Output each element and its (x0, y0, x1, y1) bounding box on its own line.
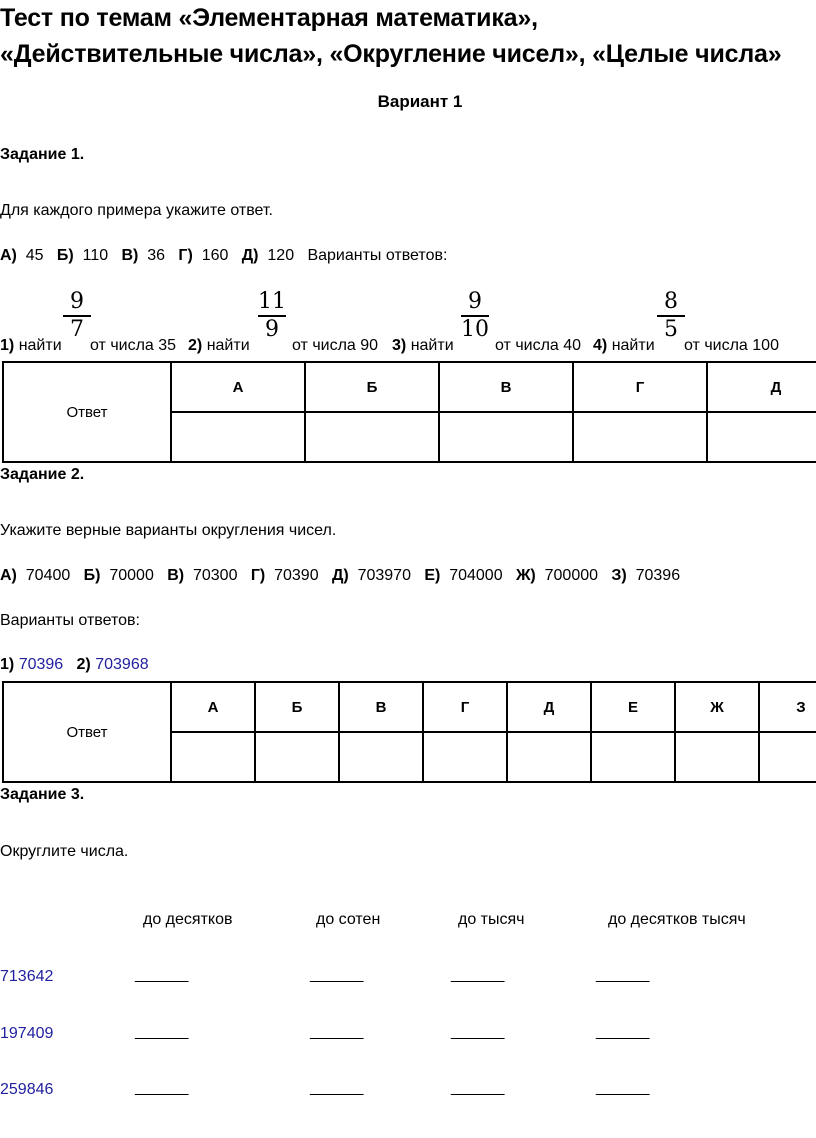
fraction-denominator: 9 (265, 317, 279, 342)
answer-cell-b[interactable] (255, 732, 339, 782)
task2-option-value: 703970 (357, 567, 411, 584)
answer-column-header: В (339, 682, 423, 732)
task1-example-4 (593, 337, 655, 355)
fraction-denominator: 7 (70, 317, 84, 342)
example-label: 1) (0, 337, 15, 354)
task2-option-label: Ж) (515, 567, 536, 584)
answer-row-label: Ответ (3, 682, 171, 782)
answer-blank[interactable]: ______ (135, 1079, 189, 1096)
task2-answer-value: 703968 (95, 656, 149, 673)
fraction-numerator: 9 (468, 289, 482, 314)
answer-cell-g[interactable] (573, 412, 707, 462)
task1-example-3 (392, 337, 454, 355)
fraction-9-10 (461, 290, 489, 342)
answer-column-header: А (171, 362, 305, 412)
task2-option-label: Г) (250, 567, 266, 584)
task1-options-suffix: Варианты ответов: (307, 247, 448, 264)
example-prefix: найти (410, 337, 454, 354)
task3-instruction: Округлите числа. (0, 843, 129, 860)
task2-option-value: 70396 (635, 567, 681, 584)
answer-cell-v[interactable] (339, 732, 423, 782)
answer-blank[interactable]: ______ (596, 1023, 650, 1040)
answer-column-header: Д (707, 362, 816, 412)
task2-option-value: 70300 (192, 567, 238, 584)
example-prefix: найти (206, 337, 250, 354)
task1-heading: Задание 1. (0, 146, 85, 163)
fraction-8-5 (657, 290, 685, 342)
task2-answers-heading: Варианты ответов: (0, 612, 140, 629)
task2-option-value: 70000 (109, 567, 154, 584)
task2-option-value: 700000 (544, 567, 599, 584)
task2-option-value: 704000 (449, 567, 503, 584)
example-label: 3) (392, 337, 407, 354)
task2-option-label: Е) (424, 567, 441, 584)
task1-option-value: 110 (82, 247, 109, 264)
fraction-numerator: 8 (664, 289, 678, 314)
answer-blank[interactable]: ______ (135, 1023, 189, 1040)
task3-column-tens: до десятков (143, 911, 233, 928)
answer-blank[interactable]: ______ (451, 1023, 505, 1040)
task2-option-label: Б) (83, 567, 101, 584)
task3-number: 259846 (0, 1081, 54, 1098)
fraction-11-9 (258, 290, 286, 342)
task2-option-value: 70390 (274, 567, 319, 584)
answer-cell-d[interactable] (707, 412, 816, 462)
fraction-denominator: 10 (461, 317, 489, 342)
fraction-numerator: 11 (258, 289, 286, 314)
task1-option-label: А) (0, 247, 17, 264)
answer-column-header: В (439, 362, 573, 412)
example-label: 4) (593, 337, 608, 354)
answer-column-header: Г (573, 362, 707, 412)
task3-column-ten-thousands: до десятков тысяч (608, 911, 746, 928)
task1-option-value: 120 (267, 247, 295, 264)
example-suffix: от числа 90 (292, 337, 379, 354)
answer-cell-e[interactable] (591, 732, 675, 782)
answer-cell-v[interactable] (439, 412, 573, 462)
answer-cell-zh[interactable] (675, 732, 759, 782)
answer-column-header: З (759, 682, 816, 732)
task3-column-thousands: до тысяч (458, 911, 525, 928)
task3-column-hundreds: до сотен (316, 911, 381, 928)
task2-options (0, 567, 680, 585)
fraction-denominator: 5 (664, 317, 678, 342)
task3-number: 713642 (0, 968, 54, 985)
task1-example-2 (188, 337, 250, 355)
example-suffix: от числа 100 (684, 337, 779, 354)
fraction-9-7 (63, 290, 91, 342)
variant-heading: Вариант 1 (377, 92, 463, 111)
task1-option-label: В) (121, 247, 139, 264)
task2-option-label: А) (0, 567, 17, 584)
answer-cell-b[interactable] (305, 412, 439, 462)
task2-answer-table (2, 681, 816, 783)
answer-cell-a[interactable] (171, 732, 255, 782)
task2-heading: Задание 2. (0, 466, 85, 483)
answer-column-header: Б (305, 362, 439, 412)
task3-heading: Задание 3. (0, 786, 85, 803)
answer-blank[interactable]: ______ (310, 966, 364, 983)
answer-blank[interactable]: ______ (135, 966, 189, 983)
example-prefix: найти (18, 337, 62, 354)
task2-option-value: 70400 (25, 567, 71, 584)
answer-cell-a[interactable] (171, 412, 305, 462)
example-prefix: найти (611, 337, 655, 354)
task2-answer-label: 2) (76, 656, 91, 673)
task2-instruction: Укажите верные варианты округления чисел. (0, 522, 337, 539)
answer-blank[interactable]: ______ (451, 966, 505, 983)
answer-cell-z[interactable] (759, 732, 816, 782)
task1-example-1 (0, 337, 62, 355)
answer-column-header: Е (591, 682, 675, 732)
task2-option-label: З) (611, 567, 627, 584)
page-title-line-2: «Действительные числа», «Округление чисел», «Целые числа» (0, 40, 782, 68)
task2-answer-value: 70396 (18, 656, 64, 673)
task2-option-label: Д) (331, 567, 349, 584)
answer-column-header: А (171, 682, 255, 732)
task1-option-value: 45 (25, 247, 44, 264)
fraction-numerator: 9 (70, 289, 84, 314)
answer-blank[interactable]: ______ (310, 1079, 364, 1096)
answer-row-label: Ответ (3, 362, 171, 462)
task1-option-value: 36 (147, 247, 166, 264)
task1-option-label: Г) (178, 247, 193, 264)
task1-options (0, 247, 447, 265)
task1-answer-table (2, 361, 816, 463)
task1-instruction: Для каждого примера укажите ответ. (0, 202, 273, 219)
answer-cell-g[interactable] (423, 732, 507, 782)
task2-option-label: В) (167, 567, 185, 584)
task2-answers (0, 656, 149, 674)
task3-number: 197409 (0, 1025, 54, 1042)
task1-option-value: 160 (201, 247, 229, 264)
example-suffix: от числа 35 (90, 337, 177, 354)
page-title-line-1: Тест по темам «Элементарная математика», (0, 4, 538, 32)
task1-option-label: Д) (241, 247, 259, 264)
answer-blank[interactable]: ______ (596, 966, 650, 983)
answer-column-header: Б (255, 682, 339, 732)
answer-blank[interactable]: ______ (451, 1079, 505, 1096)
answer-cell-d[interactable] (507, 732, 591, 782)
task2-answer-label: 1) (0, 656, 15, 673)
example-suffix: от числа 40 (495, 337, 582, 354)
example-label: 2) (188, 337, 203, 354)
answer-column-header: Г (423, 682, 507, 732)
answer-blank[interactable]: ______ (596, 1079, 650, 1096)
answer-column-header: Д (507, 682, 591, 732)
answer-blank[interactable]: ______ (310, 1023, 364, 1040)
task1-option-label: Б) (56, 247, 74, 264)
answer-column-header: Ж (675, 682, 759, 732)
